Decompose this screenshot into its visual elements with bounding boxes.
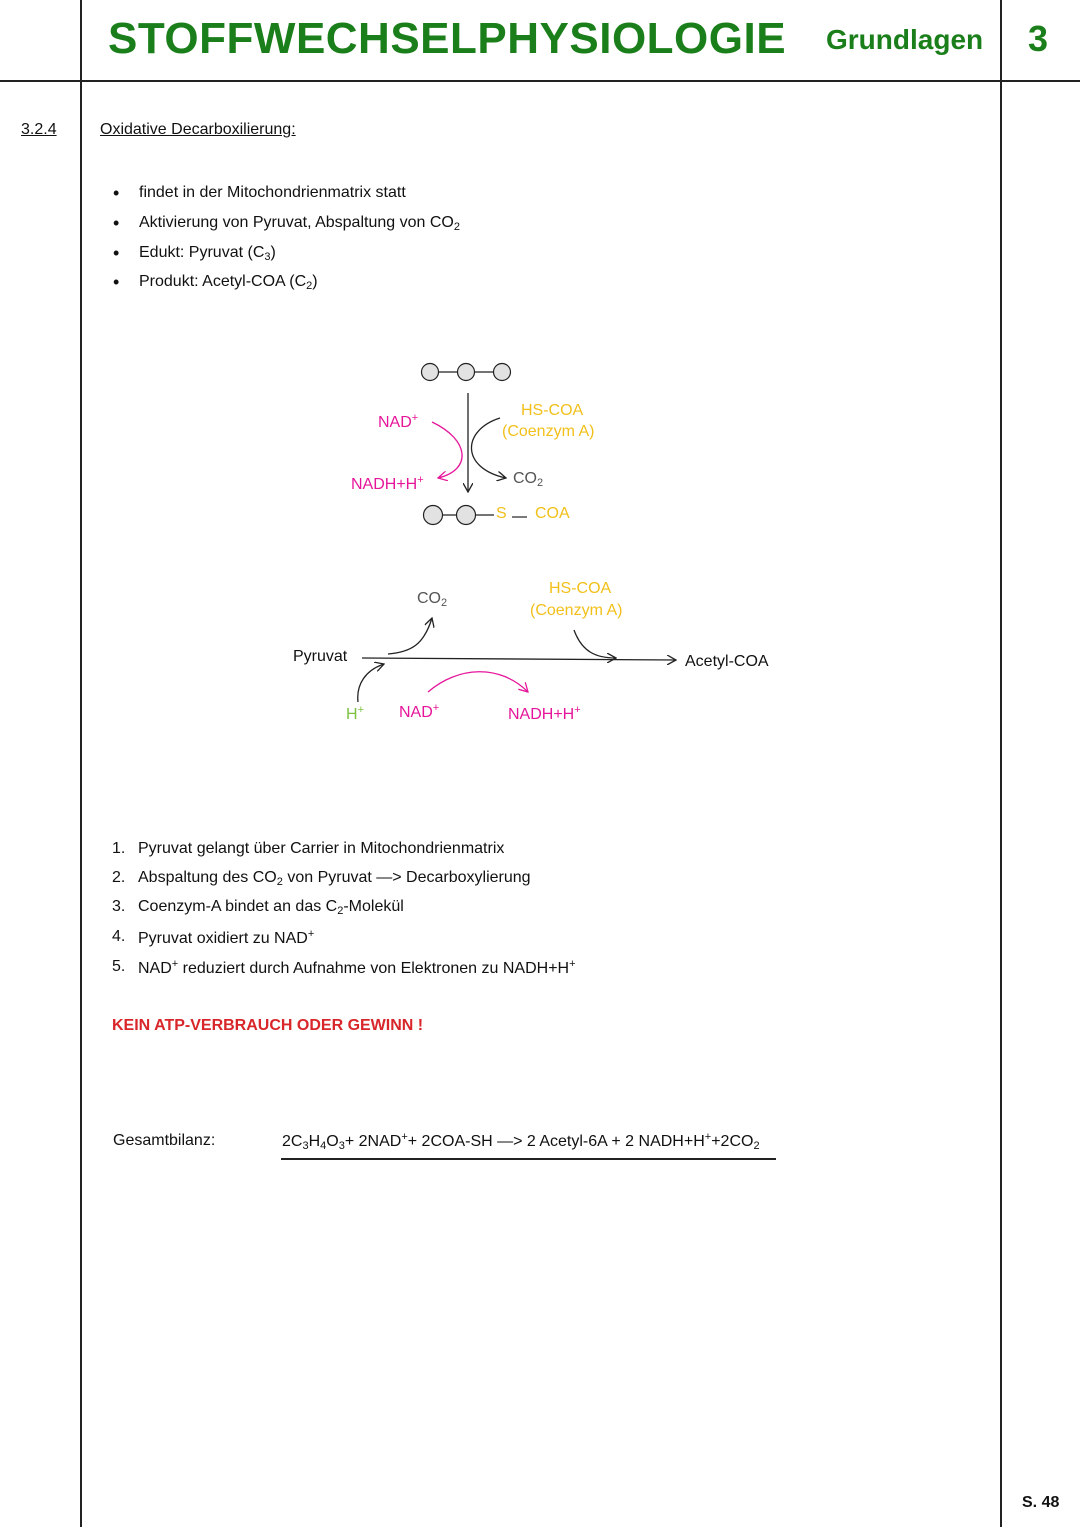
bullet-item: • Aktivierung von Pyruvat, Abspaltung von $CO_2$ — [139, 214, 460, 233]
co2-release-label: $CO_2$ — [417, 590, 448, 609]
acetyl-molecule-icon — [424, 506, 528, 525]
hscoa-label-2: HS-COA — [549, 580, 612, 597]
coenzym-label: (Coenzym A) — [502, 423, 595, 440]
pyruvat-label: Pyruvat — [293, 648, 348, 665]
step-number: 2. — [112, 869, 126, 886]
step-number: 4. — [112, 928, 126, 945]
bullet-item: • findet in der Mitochondrienmatrix statt — [139, 184, 406, 202]
nad-curve-arrow-icon — [432, 422, 462, 478]
page-title: STOFFWECHSELPHYSIOLOGIE — [108, 14, 787, 63]
step-number: 1. — [112, 840, 126, 857]
step-text: Abspaltung des $CO_2$ von Pyruvat —> Decarboxylierung — [138, 869, 531, 888]
section-number: 3.2.4 — [21, 121, 57, 138]
bullet-item: • Edukt: Pyruvat $(C_3)$ — [139, 244, 276, 263]
coa-label: COA — [535, 505, 570, 522]
sulfur-label: S — [496, 505, 507, 522]
hscoa-label: HS-COA — [521, 402, 584, 419]
atp-warning: KEIN ATP-VERBRAUCH ODER GEWINN ! — [112, 1017, 424, 1034]
step-number: 3. — [112, 898, 126, 915]
coa-join-arrow-icon — [574, 630, 616, 658]
bullet-item: • Produkt: Acetyl-COA $(C_2)$ — [139, 273, 318, 292]
nadh-label: NADH+H+ — [351, 474, 424, 493]
pyruvate-molecule-icon — [422, 364, 511, 381]
chapter-number: 3 — [1028, 18, 1049, 59]
step-number: 5. — [112, 958, 126, 975]
subject-label: Grundlagen — [826, 24, 984, 55]
step-text: Pyruvat oxidiert zu NAD+ — [138, 928, 315, 947]
coenzym-label-2: (Coenzym A) — [530, 602, 623, 619]
main-reaction-arrow-icon — [362, 658, 676, 660]
formula-underline — [281, 1158, 776, 1160]
h-join-arrow-icon — [358, 664, 384, 702]
section-title: Oxidative Decarboxilierung: — [100, 121, 296, 138]
h-plus-label: H+ — [346, 704, 364, 723]
nadh-label-2: NADH+H+ — [508, 704, 581, 723]
step-text: Pyruvat gelangt über Carrier in Mitochondrienmatrix — [138, 840, 505, 857]
co2-release-arrow-icon — [388, 618, 432, 654]
acetyl-coa-label: Acetyl-COA — [685, 653, 769, 670]
nad-label: NAD+ — [378, 412, 419, 431]
coa-curve-arrow-icon — [471, 418, 506, 478]
balance-formula: $2C_3H_4O_3+ 2NAD^++ 2COA-SH$ —> 2 Acetyl-6A + 2 $NADH+H^++2CO_2$ — [282, 1131, 760, 1152]
page-number: S. 48 — [1022, 1494, 1060, 1511]
reaction-diagram — [0, 0, 1080, 760]
step-text: Coenzym-A bindet an das $C_2$-Molekül — [138, 898, 404, 917]
co2-label: $CO_2$ — [513, 470, 544, 489]
nad-reduction-arrow-icon — [428, 672, 528, 692]
step-text: NAD+ reduziert durch Aufnahme von Elektronen zu NADH+H+ — [138, 958, 576, 977]
balance-label: Gesamtbilanz: — [113, 1132, 216, 1149]
nad-label-2: NAD+ — [399, 702, 440, 721]
